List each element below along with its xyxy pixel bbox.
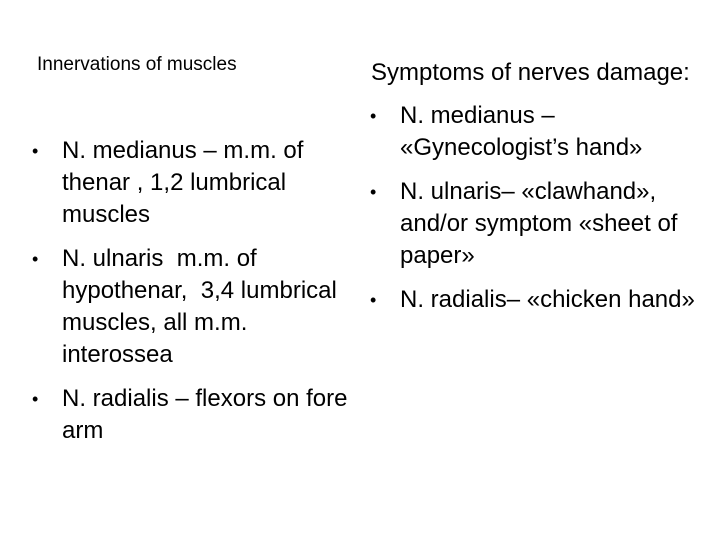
symptoms-list [368, 100, 701, 316]
list-item-text: N. radialis– «chicken hand» [400, 286, 695, 313]
list-item [368, 284, 701, 316]
list-item-text: N. medianus – «Gynecologist’s hand» [400, 102, 643, 161]
list-item [368, 100, 701, 164]
innervations-list [30, 135, 355, 459]
list-item-text: N. ulnaris– «clawhand», and/or symptom «sheet of paper» [400, 178, 685, 269]
bullet-icon: • [32, 389, 39, 409]
right-column-heading: Symptoms of nerves damage: [371, 59, 690, 86]
bullet-icon: • [370, 182, 377, 202]
list-item [30, 243, 350, 371]
list-item [30, 383, 355, 447]
list-item-text: N. ulnaris m.m. of hypothenar, 3,4 lumbrical muscles, all m.m. interossea [62, 245, 344, 368]
list-item [368, 176, 701, 272]
left-column-title: Innervations of muscles [37, 54, 237, 75]
bullet-icon: • [370, 290, 377, 310]
bullet-icon: • [32, 141, 39, 161]
bullet-icon: • [370, 106, 377, 126]
list-item-text: N. medianus – m.m. of thenar , 1,2 lumbrical muscles [62, 137, 311, 228]
symptoms-column [371, 57, 701, 328]
list-item-text: N. radialis – flexors on fore arm [62, 385, 355, 444]
list-item [30, 135, 350, 231]
bullet-icon: • [32, 249, 39, 269]
